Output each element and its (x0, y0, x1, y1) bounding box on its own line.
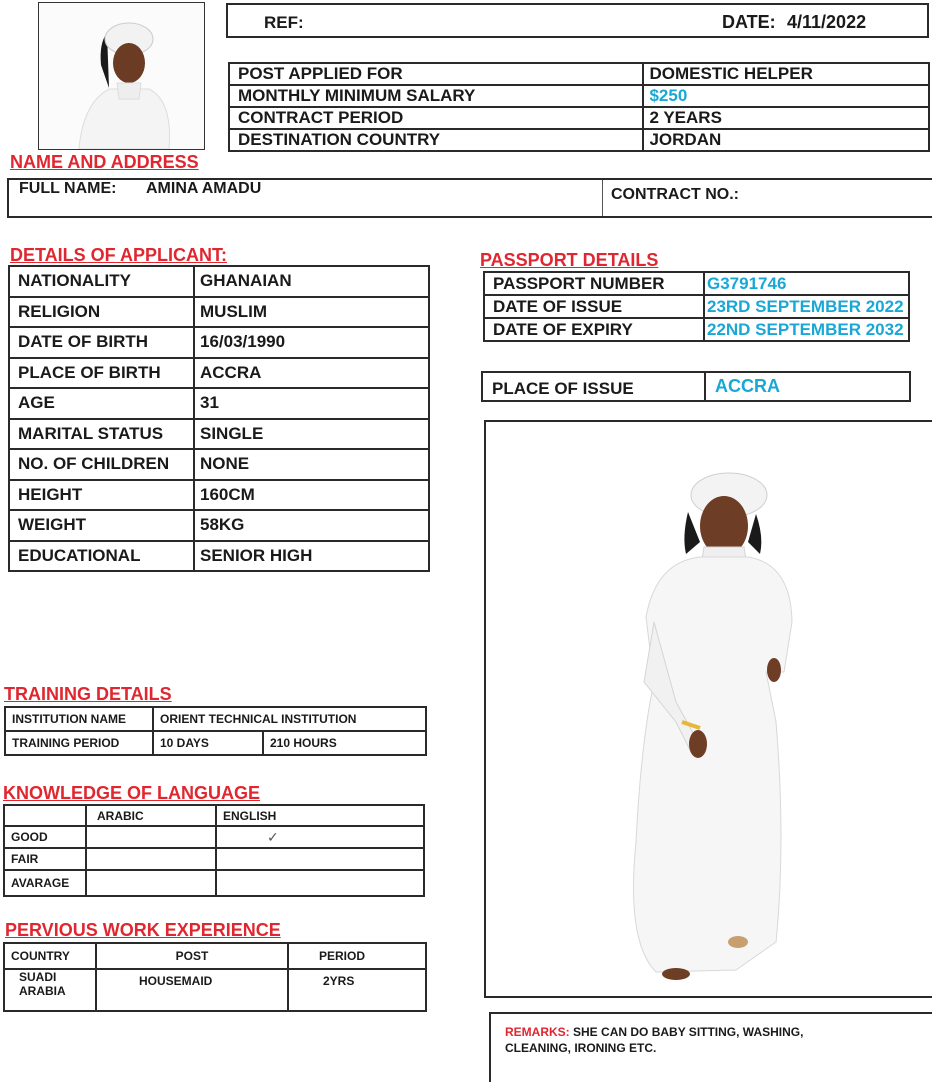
experience-period: 2YRS (288, 969, 426, 1011)
language-table (3, 804, 425, 897)
applicant-row-label: HEIGHT (9, 480, 194, 511)
level-good: GOOD (4, 826, 86, 848)
applicant-row (9, 449, 429, 480)
applicant-row-label: MARITAL STATUS (9, 419, 194, 450)
arabic-average-cell (86, 870, 216, 896)
arabic-good-cell (86, 826, 216, 848)
passport-heading: PASSPORT DETAILS (480, 250, 659, 270)
applicant-row-value: SINGLE (194, 419, 429, 450)
institution-value: ORIENT TECHNICAL INSTITUTION (153, 707, 426, 731)
portrait-photo (38, 2, 205, 150)
training-period-days: 10 DAYS (153, 731, 263, 755)
column-country: COUNTRY (4, 943, 96, 969)
passport-row (484, 318, 909, 341)
place-of-issue-label: PLACE OF ISSUE (492, 379, 634, 398)
passport-row (484, 295, 909, 318)
applicant-row (9, 541, 429, 572)
column-period: PERIOD (288, 943, 426, 969)
post-row (229, 129, 929, 151)
language-corner-cell (4, 805, 86, 826)
applicant-row (9, 327, 429, 358)
post-row (229, 63, 929, 85)
applicant-row-value: GHANAIAN (194, 266, 429, 297)
applicant-row-value: 58KG (194, 510, 429, 541)
remarks-text (505, 1024, 803, 1056)
applicant-row-value: MUSLIM (194, 297, 429, 328)
column-english: ENGLISH (216, 805, 424, 826)
post-row (229, 107, 929, 129)
applicant-row-label: WEIGHT (9, 510, 194, 541)
applicant-row-label: AGE (9, 388, 194, 419)
passport-row-label: DATE OF ISSUE (484, 295, 704, 318)
applicant-row-value: 31 (194, 388, 429, 419)
arabic-fair-cell (86, 848, 216, 870)
applicant-row-label: PLACE OF BIRTH (9, 358, 194, 389)
post-row-label: DESTINATION COUNTRY (229, 129, 643, 151)
ref-date-box (226, 3, 929, 38)
post-row-value: JORDAN (643, 129, 929, 151)
applicant-row-value: 160CM (194, 480, 429, 511)
language-heading: KNOWLEDGE OF LANGUAGE (3, 783, 260, 803)
applicant-row (9, 419, 429, 450)
name-box (7, 178, 932, 218)
applicant-row (9, 480, 429, 511)
applicant-row-value: ACCRA (194, 358, 429, 389)
applicant-table (8, 265, 430, 572)
post-table (228, 62, 930, 152)
name-address-heading: NAME AND ADDRESS (10, 152, 199, 172)
applicant-row (9, 510, 429, 541)
applicant-row-label: NO. OF CHILDREN (9, 449, 194, 480)
contract-label: CONTRACT NO.: (611, 186, 739, 203)
level-fair: FAIR (4, 848, 86, 870)
full-body-photo (486, 422, 932, 996)
remarks-box (489, 1012, 932, 1082)
passport-table (483, 271, 910, 342)
full-name-value: AMINA AMADU (146, 180, 262, 197)
experience-country (4, 969, 96, 1011)
applicant-row-label: RELIGION (9, 297, 194, 328)
experience-heading: PERVIOUS WORK EXPERIENCE (5, 920, 281, 940)
applicant-row (9, 266, 429, 297)
applicant-row-value: NONE (194, 449, 429, 480)
remarks-line1: SHE CAN DO BABY SITTING, WASHING, (573, 1025, 804, 1039)
applicant-row-value: SENIOR HIGH (194, 541, 429, 572)
passport-row-label: PASSPORT NUMBER (484, 272, 704, 295)
remarks-line2: CLEANING, IRONING ETC. (505, 1041, 657, 1055)
training-period-label: TRAINING PERIOD (5, 731, 153, 755)
post-row-value: $250 (643, 85, 929, 107)
passport-row-value: 23RD SEPTEMBER 2022 (704, 295, 909, 318)
english-fair-cell (216, 848, 424, 870)
training-table (4, 706, 427, 756)
post-row-label: CONTRACT PERIOD (229, 107, 643, 129)
post-row-label: MONTHLY MINIMUM SALARY (229, 85, 643, 107)
place-divider (704, 373, 706, 401)
post-row-value: 2 YEARS (643, 107, 929, 129)
training-heading: TRAINING DETAILS (4, 684, 172, 704)
name-divider (602, 180, 603, 216)
place-of-issue-box (481, 371, 911, 402)
experience-post: HOUSEMAID (96, 969, 288, 1011)
applicant-heading: DETAILS OF APPLICANT: (10, 245, 227, 265)
date-value: 4/11/2022 (787, 12, 867, 32)
checkmark-icon: ✓ (267, 828, 279, 845)
institution-label: INSTITUTION NAME (5, 707, 153, 731)
applicant-row-label: EDUCATIONAL (9, 541, 194, 572)
experience-country-line1: SUADI (19, 970, 57, 984)
date-label: DATE: (722, 12, 776, 32)
passport-row-label: DATE OF EXPIRY (484, 318, 704, 341)
experience-country-line2: ARABIA (19, 984, 66, 998)
post-row-label: POST APPLIED FOR (229, 63, 643, 85)
passport-row-value: 22ND SEPTEMBER 2032 (704, 318, 909, 341)
passport-row (484, 272, 909, 295)
full-body-photo-frame (484, 420, 932, 998)
applicant-row (9, 297, 429, 328)
place-of-issue-value: ACCRA (715, 376, 780, 396)
ref-label: REF: (264, 13, 304, 32)
applicant-row (9, 358, 429, 389)
remarks-label: REMARKS: (505, 1025, 570, 1039)
column-post: POST (96, 943, 288, 969)
full-name-label: FULL NAME: (19, 180, 117, 197)
post-row-value: DOMESTIC HELPER (643, 63, 929, 85)
training-period-hours: 210 HOURS (263, 731, 426, 755)
level-average: AVARAGE (4, 870, 86, 896)
column-arabic: ARABIC (86, 805, 216, 826)
post-row (229, 85, 929, 107)
applicant-row-label: DATE OF BIRTH (9, 327, 194, 358)
english-average-cell (216, 870, 424, 896)
experience-table (3, 942, 427, 1012)
english-good-cell (216, 826, 424, 848)
applicant-row-value: 16/03/1990 (194, 327, 429, 358)
applicant-row-label: NATIONALITY (9, 266, 194, 297)
applicant-row (9, 388, 429, 419)
passport-row-value: G3791746 (704, 272, 909, 295)
